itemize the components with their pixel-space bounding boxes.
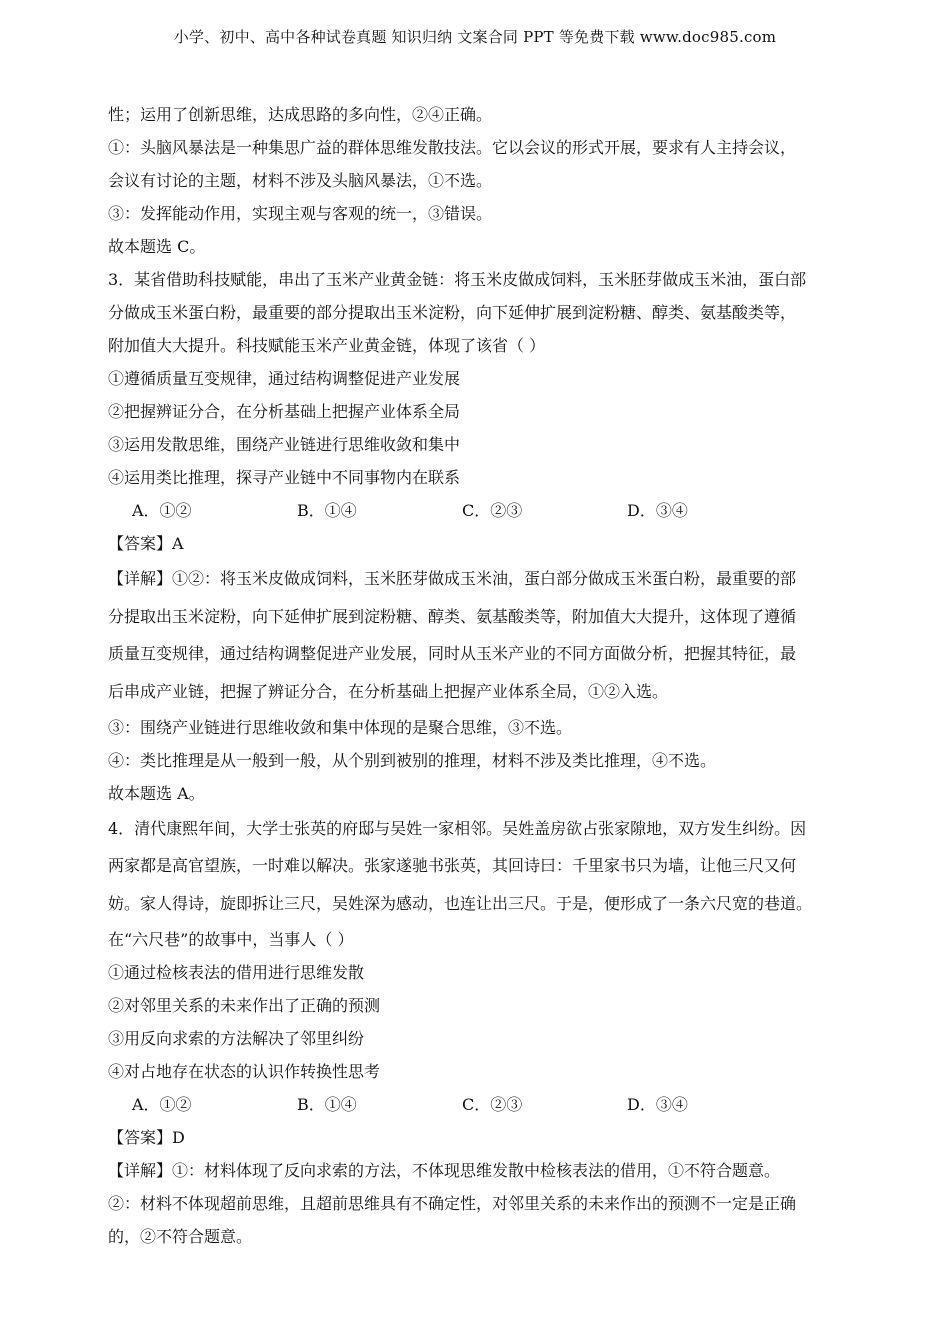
q4-stem-line: 4．清代康熙年间，大学士张英的府邸与吴姓一家相邻。吴姓盖房欲占张家隙地，双方发生纠纷。因 xyxy=(108,818,807,838)
q4-answer: 【答案】D xyxy=(108,1127,185,1147)
q3-answer: 【答案】A xyxy=(108,534,184,553)
q4-option-a: A．①② xyxy=(132,1094,192,1114)
q3-analysis-line: 【详解】①②：将玉米皮做成饲料，玉米胚芽做成玉米油，蛋白部分做成玉米蛋白粉，最重要的部 xyxy=(108,569,797,588)
q2-tail-line: 会议有讨论的主题，材料不涉及头脑风暴法，①不选。 xyxy=(108,171,493,190)
q2-tail-line: 故本题选 C。 xyxy=(108,237,206,256)
q3-analysis-line: 分提取出玉米淀粉，向下延伸扩展到淀粉糖、醇类、氨基酸类等，附加值大大提升，这体现了遵循 xyxy=(108,606,797,626)
q4-options xyxy=(108,1088,848,1121)
q2-tail-line: ①：头脑风暴法是一种集思广益的群体思维发散技法。它以会议的形式开展，要求有人主持会议， xyxy=(108,138,797,157)
q3-option-b: B．①④ xyxy=(297,501,357,520)
q3-option-d: D．③④ xyxy=(627,501,688,520)
q4-option-c: C．②③ xyxy=(462,1094,523,1114)
q3-analysis-line: ④：类比推理是从一般到一般，从个别到被别的推理，材料不涉及类比推理，④不选。 xyxy=(108,750,717,770)
document-body xyxy=(108,98,848,1253)
q2-tail-line: 性；运用了创新思维，达成思路的多向性，②④正确。 xyxy=(108,105,493,124)
q3-analysis-line: 后串成产业链，把握了辨证分合，在分析基础上把握产业体系全局，①②入选。 xyxy=(108,682,669,702)
q4-option-d: D．③④ xyxy=(627,1094,688,1114)
q4-option-b: B．①④ xyxy=(297,1094,357,1114)
q3-item: ②把握辨证分合，在分析基础上把握产业体系全局 xyxy=(108,402,461,421)
q2-tail-line: ③：发挥能动作用，实现主观与客观的统一，③错误。 xyxy=(108,204,493,223)
q4-item: ④对占地存在状态的认识作转换性思考 xyxy=(108,1061,381,1081)
q3-item: ①遵循质量互变规律，通过结构调整促进产业发展 xyxy=(108,369,461,388)
page-header: 小学、初中、高中各种试卷真题 知识归纳 文案合同 PPT 等免费下载 www.doc985.com xyxy=(173,28,777,46)
q3-option-c: C．②③ xyxy=(462,501,523,520)
q4-analysis-line: 【详解】①：材料体现了反向求索的方法，不体现思维发散中检核表法的借用，①不符合题意。 xyxy=(108,1160,781,1180)
q3-analysis-line: ③：围绕产业链进行思维收敛和集中体现的是聚合思维，③不选。 xyxy=(108,717,573,737)
q4-item: ②对邻里关系的未来作出了正确的预测 xyxy=(108,995,381,1015)
q4-analysis-line: ②：材料不体现超前思维，且超前思维具有不确定性，对邻里关系的未来作出的预测不一定是正确 xyxy=(108,1193,797,1213)
q4-item: ①通过检核表法的借用进行思维发散 xyxy=(108,962,365,982)
q3-analysis-line: 故本题选 A。 xyxy=(108,783,205,803)
q4-analysis-line: 的，②不符合题意。 xyxy=(108,1226,253,1246)
q4-stem-line: 妨。家人得诗，旋即拆让三尺，吴姓深为感动，也连让出三尺。于是，便形成了一条六尺宽的巷道。 xyxy=(108,894,813,914)
q4-item: ③用反向求索的方法解决了邻里纠纷 xyxy=(108,1028,365,1048)
q3-item: ④运用类比推理，探寻产业链中不同事物内在联系 xyxy=(108,468,461,487)
q3-analysis-line: 质量互变规律，通过结构调整促进产业发展，同时从玉米产业的不同方面做分析，把握其特征，最 xyxy=(108,644,797,664)
q3-item: ③运用发散思维，围绕产业链进行思维收敛和集中 xyxy=(108,435,461,454)
q4-stem-line: 在“六尺巷”的故事中，当事人（ ） xyxy=(108,929,354,949)
q3-stem-line: 附加值大大提升。科技赋能玉米产业黄金链，体现了该省（ ） xyxy=(108,336,546,355)
q3-stem-line: 分做成玉米蛋白粉，最重要的部分提取出玉米淀粉，向下延伸扩展到淀粉糖、醇类、氨基酸类等， xyxy=(108,303,797,322)
q3-stem-line: 3．某省借助科技赋能，串出了玉米产业黄金链：将玉米皮做成饲料，玉米胚芽做成玉米油，蛋白部 xyxy=(108,270,807,289)
q3-options xyxy=(108,494,848,527)
q3-option-a: A．①② xyxy=(132,501,192,520)
q4-stem-line: 两家都是高官望族，一时难以解决。张家遂驰书张英，其回诗曰：千里家书只为墙，让他三尺又何 xyxy=(108,856,797,876)
